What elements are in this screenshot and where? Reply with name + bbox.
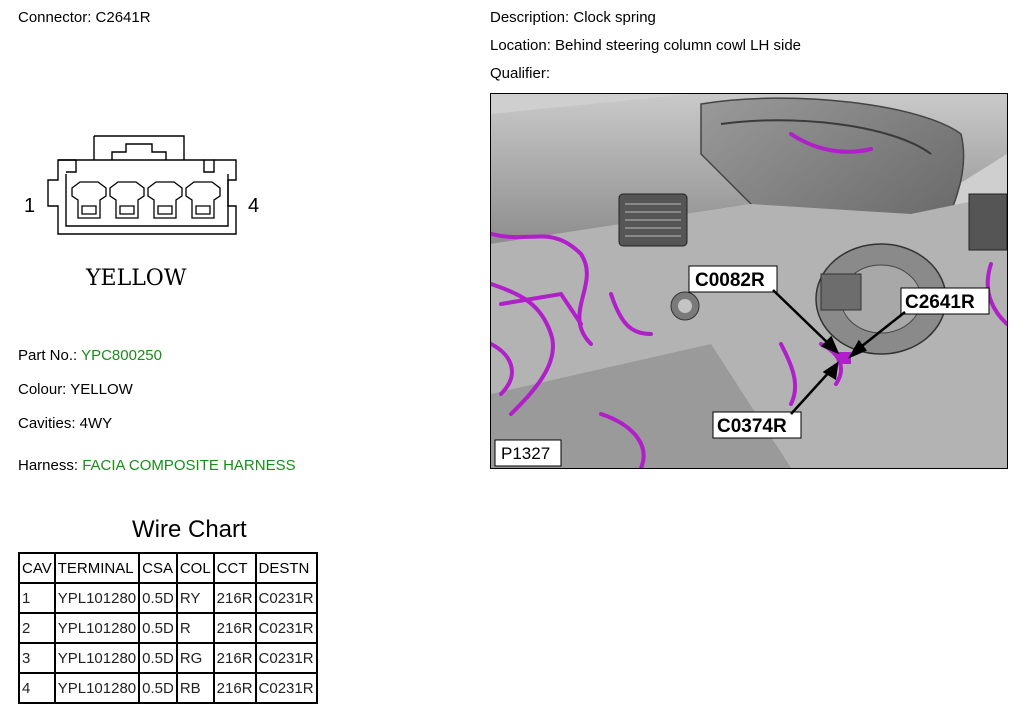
connector-id: Connector: C2641R bbox=[18, 9, 151, 26]
location-photo bbox=[490, 93, 1008, 469]
table-row bbox=[19, 613, 317, 643]
qualifier: Qualifier: bbox=[490, 65, 551, 82]
cavity-1 bbox=[72, 182, 106, 218]
cell-cct: 216R bbox=[214, 643, 256, 673]
table-header-row bbox=[19, 553, 317, 583]
pin-4-label: 4 bbox=[248, 195, 260, 217]
callout-c0374r: C0374R bbox=[717, 416, 787, 437]
cell-cav: 4 bbox=[19, 673, 55, 703]
harness bbox=[18, 457, 296, 474]
cell-col: RB bbox=[177, 673, 214, 703]
cell-cav: 1 bbox=[19, 583, 55, 613]
wire-chart-table bbox=[18, 552, 318, 704]
colour: Colour: YELLOW bbox=[18, 381, 133, 398]
cavity-2 bbox=[110, 182, 144, 218]
table-row bbox=[19, 673, 317, 703]
cell-cav: 3 bbox=[19, 643, 55, 673]
cell-cav: 2 bbox=[19, 613, 55, 643]
cell-terminal: YPL101280 bbox=[55, 613, 139, 643]
col-csa: CSA bbox=[139, 553, 177, 583]
col-destn: DESTN bbox=[256, 553, 317, 583]
connector-colour-caption: YELLOW bbox=[86, 266, 187, 291]
cell-col: RY bbox=[177, 583, 214, 613]
cavities: Cavities: 4WY bbox=[18, 415, 113, 432]
harness-link[interactable]: FACIA COMPOSITE HARNESS bbox=[82, 457, 296, 474]
col-terminal: TERMINAL bbox=[55, 553, 139, 583]
col-cav: CAV bbox=[19, 553, 55, 583]
cell-csa: 0.5D bbox=[139, 643, 177, 673]
cavity-4 bbox=[186, 182, 220, 218]
cell-csa: 0.5D bbox=[139, 673, 177, 703]
wire-chart-title: Wire Chart bbox=[132, 516, 247, 543]
cell-destn: C0231R bbox=[256, 583, 317, 613]
cell-csa: 0.5D bbox=[139, 583, 177, 613]
cell-cct: 216R bbox=[214, 613, 256, 643]
col-cct: CCT bbox=[214, 553, 256, 583]
cell-terminal: YPL101280 bbox=[55, 583, 139, 613]
col-col: COL bbox=[177, 553, 214, 583]
callout-c0082r: C0082R bbox=[695, 270, 765, 291]
cell-terminal: YPL101280 bbox=[55, 643, 139, 673]
figure-id: P1327 bbox=[501, 444, 551, 463]
part-number-link[interactable]: YPC800250 bbox=[81, 347, 162, 364]
description: Description: Clock spring bbox=[490, 9, 656, 26]
table-row bbox=[19, 643, 317, 673]
cell-cct: 216R bbox=[214, 583, 256, 613]
cell-destn: C0231R bbox=[256, 613, 317, 643]
cavity-3 bbox=[148, 182, 182, 218]
location: Location: Behind steering column cowl LH side bbox=[490, 37, 802, 54]
pin-1-label: 1 bbox=[24, 195, 36, 217]
callout-c2641r: C2641R bbox=[905, 292, 975, 313]
dashboard-illustration bbox=[491, 94, 1007, 468]
cell-col: RG bbox=[177, 643, 214, 673]
cell-terminal: YPL101280 bbox=[55, 673, 139, 703]
harness-label: Harness: bbox=[18, 457, 83, 474]
part-number bbox=[18, 347, 162, 364]
table-row bbox=[19, 583, 317, 613]
part-number-label: Part No.: bbox=[18, 347, 82, 364]
cell-col: R bbox=[177, 613, 214, 643]
cell-csa: 0.5D bbox=[139, 613, 177, 643]
cavity-group bbox=[72, 182, 220, 218]
cell-cct: 216R bbox=[214, 673, 256, 703]
cell-destn: C0231R bbox=[256, 643, 317, 673]
connector-face-diagram bbox=[18, 126, 278, 246]
cell-destn: C0231R bbox=[256, 673, 317, 703]
